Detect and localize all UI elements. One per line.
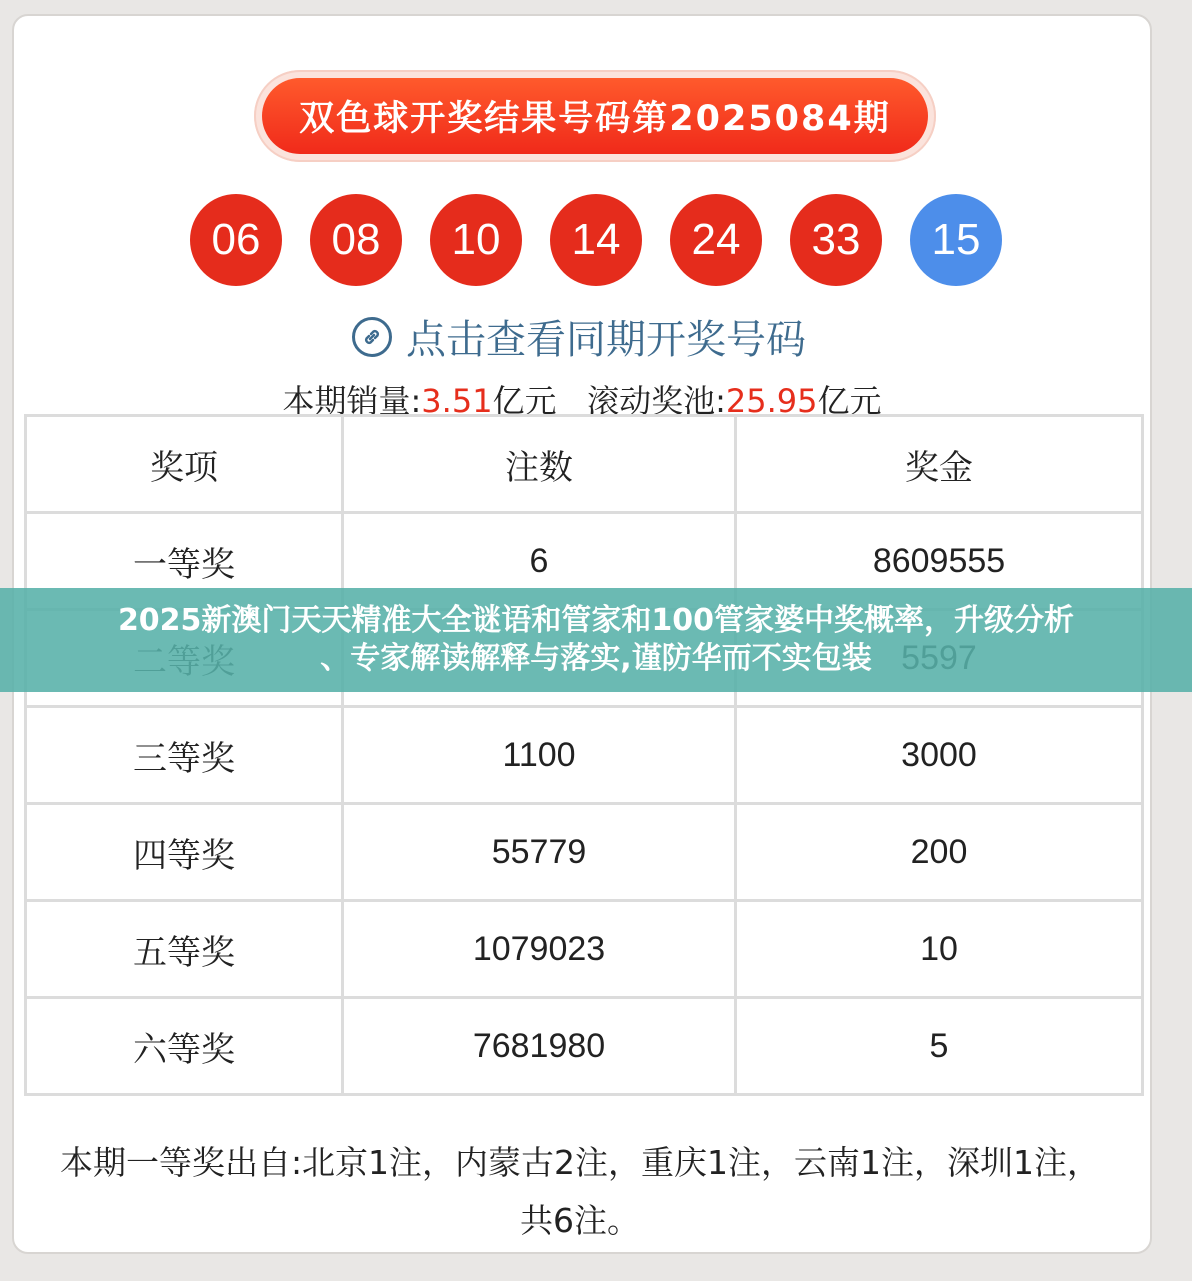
prize-amount: 8609555 — [736, 513, 1143, 610]
headline-overlay — [0, 588, 1192, 692]
winner-count: 1100 — [343, 707, 736, 804]
table-row — [26, 804, 1143, 901]
prize-level: 五等奖 — [26, 901, 343, 998]
winner-count: 55779 — [343, 804, 736, 901]
sales-volume-label: 本期销量: — [282, 382, 422, 420]
title-banner — [254, 70, 936, 162]
prize-amount: 5 — [736, 998, 1143, 1095]
sales-volume-unit: 亿元 — [492, 382, 557, 420]
winner-count: 6 — [343, 513, 736, 610]
red-ball: 10 — [430, 194, 522, 286]
red-ball: 14 — [550, 194, 642, 286]
overlay-line: 2025新澳门天天精准大全谜语和管家和100管家婆中奖概率，升级分析 — [117, 603, 1075, 638]
footer-line: 本期一等奖出自:北京1注，内蒙古2注，重庆1注，云南1注，深圳1注， — [59, 1143, 1101, 1182]
footer-line: 共6注。 — [520, 1201, 640, 1240]
overlay-line: 、专家解读解释与落实,谨防华而不实包装 — [320, 641, 872, 676]
red-ball: 33 — [790, 194, 882, 286]
link-label: 点击查看同期开奖号码 — [406, 317, 806, 363]
banner-title: 双色球开奖结果号码第2025084期 — [262, 78, 928, 154]
column-header: 奖金 — [736, 416, 1143, 513]
first-prize-origin — [30, 1134, 1130, 1250]
red-ball: 08 — [310, 194, 402, 286]
red-ball: 06 — [190, 194, 282, 286]
overlay-headline — [56, 602, 1136, 678]
prize-level: 六等奖 — [26, 998, 343, 1095]
link-icon — [352, 317, 392, 357]
sales-volume-value: 3.51 — [421, 382, 493, 420]
prize-pool-unit: 亿元 — [817, 382, 882, 420]
table-row — [26, 998, 1143, 1095]
prize-level: 三等奖 — [26, 707, 343, 804]
prize-amount: 10 — [736, 901, 1143, 998]
number-balls — [190, 194, 1002, 286]
prize-pool-value: 25.95 — [725, 382, 818, 420]
winner-count: 1079023 — [343, 901, 736, 998]
table-row — [26, 901, 1143, 998]
column-header: 奖项 — [26, 416, 343, 513]
red-ball: 24 — [670, 194, 762, 286]
prize-level: 四等奖 — [26, 804, 343, 901]
prize-amount: 3000 — [736, 707, 1143, 804]
winner-count: 7681980 — [343, 998, 736, 1095]
prize-table — [24, 414, 1144, 1096]
prize-level: 一等奖 — [26, 513, 343, 610]
column-header: 注数 — [343, 416, 736, 513]
blue-ball: 15 — [910, 194, 1002, 286]
view-same-period-link[interactable] — [352, 308, 806, 365]
table-row — [26, 707, 1143, 804]
prize-pool-label: 滚动奖池: — [587, 382, 726, 420]
table-header-row — [26, 416, 1143, 513]
prize-amount: 200 — [736, 804, 1143, 901]
